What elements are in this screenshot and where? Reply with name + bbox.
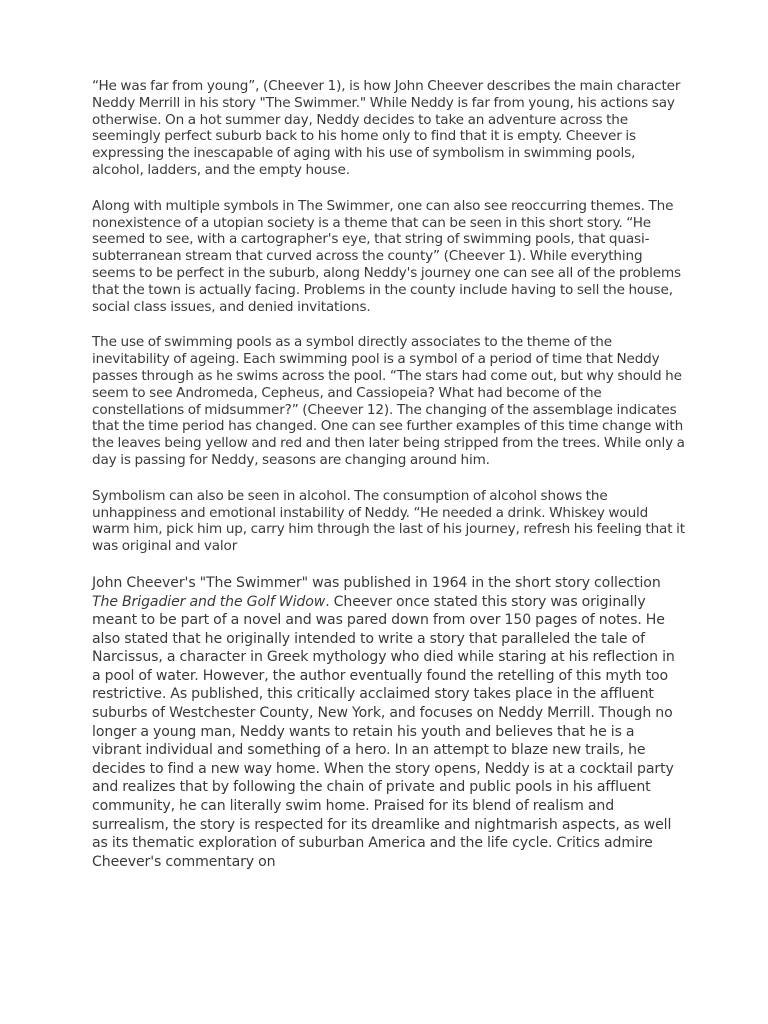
book-title: The Brigadier and the Golf Widow [92, 593, 326, 610]
paragraph-alcohol: Symbolism can also be seen in alcohol. The consumption of alcohol shows the unhappiness and emotional instability of Neddy. “He needed a drink. Whiskey would warm him, pick him up, carry him through the last of his journey, refresh his feeling that it was original and valor [92, 487, 685, 555]
publication-text-rest: . Cheever once stated this story was originally meant to be part of a novel and was pared down from over 150 pages of notes. He also stated that he originally intended to write a story that paralleled the tale of Narcissus, a character in Greek mythology who died while staring at his reflection in a pool of water. However, the author eventually found the retelling of this myth too restrictive. As published, this critically acclaimed story takes place in the affluent suburbs of Westchester County, New York, and focuses on Neddy Merrill. Though no longer a young man, Neddy wants to retain his youth and believes that he is a vibrant individual and something of a hero. In an attempt to blaze new trails, he decides to find a new way home. When the story opens, Neddy is at a cocktail party and realizes that by following the chain of private and public pools in his affluent community, he can literally swim home. Praised for its blend of realism and surrealism, the story is respected for its dreamlike and nightmarish aspects, as well as its thematic exploration of suburban America and the life cycle. Critics admire Cheever's commentary on [92, 593, 675, 870]
paragraph-publication [92, 574, 687, 872]
paragraph-intro: “He was far from young”, (Cheever 1), is how John Cheever describes the main character Neddy Merrill in his story "The Swimmer." While Neddy is far from young, his actions say otherwise. On a hot summer day, Neddy decides to take an adventure across the seemingly perfect suburb back to his home only to find that it is empty. Cheever is expressing the inescapable of aging with his use of symbolism in swimming pools, alcohol, ladders, and the empty house. [92, 78, 681, 178]
publication-text-start: John Cheever's "The Swimmer" was published in 1964 in the short story collection [92, 574, 661, 591]
document-page [92, 78, 687, 871]
paragraph-themes: Along with multiple symbols in The Swimmer, one can also see reoccurring themes. The nonexistence of a utopian society is a theme that can be seen in this short story. “He seemed to see, with a cartographer's eye, that string of swimming pools, that quasi-subterranean stream that curved across the county” (Cheever 1). While everything seems to be perfect in the suburb, along Neddy's journey one can see all of the problems that the town is actually facing. Problems in the county include having to sell the house, social class issues, and denied invitations. [92, 197, 681, 315]
paragraph-swimming-pools: The use of swimming pools as a symbol directly associates to the theme of the inevitability of ageing. Each swimming pool is a symbol of a period of time that Neddy passes through as he swims across the pool. “The stars had come out, but why should he seem to see Andromeda, Cepheus, and Cassiopeia? What had become of the constellations of midsummer?” (Cheever 12). The changing of the assemblage indicates that the time period has changed. One can see further examples of this time change with the leaves being yellow and red and then later being stripped from the trees. While only a day is passing for Neddy, seasons are changing around him. [92, 334, 685, 468]
